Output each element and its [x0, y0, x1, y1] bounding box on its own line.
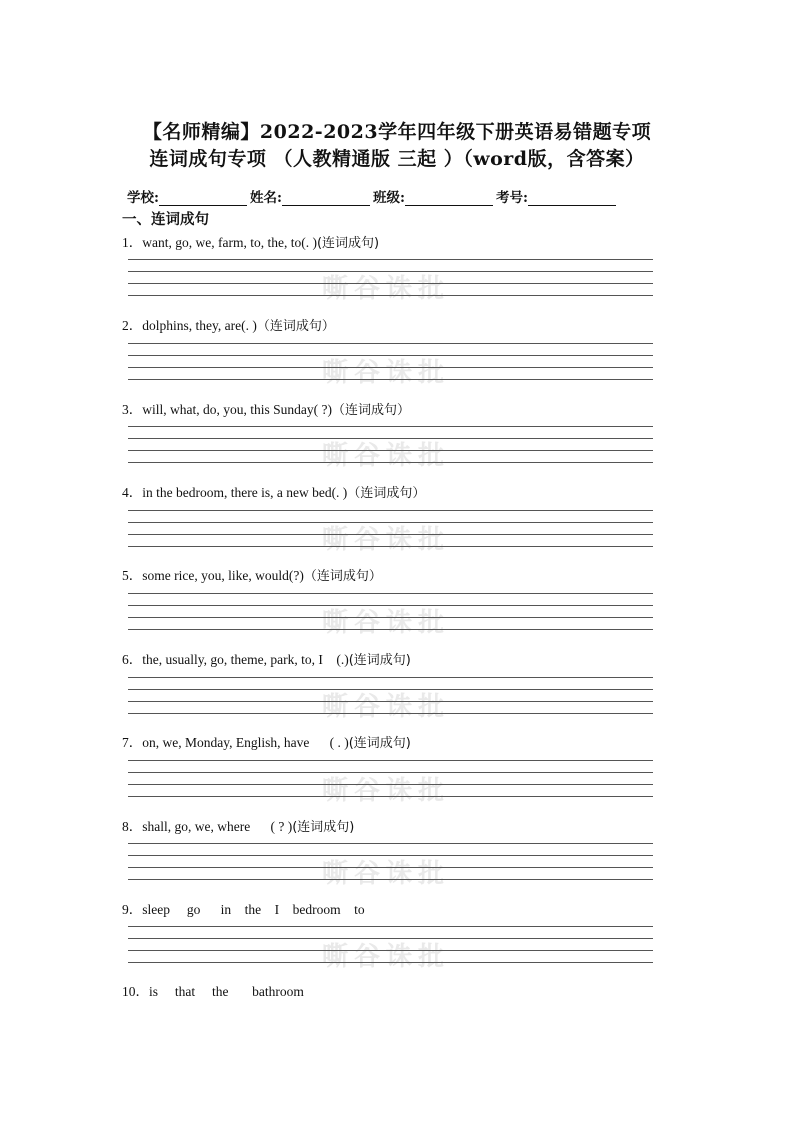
question-6 [122, 648, 411, 668]
answer-lines-5[interactable] [128, 593, 653, 641]
section-heading: 一、连词成句 [122, 212, 209, 228]
question-number: 2． [122, 318, 143, 333]
watermark: 嘶谷诛批 [322, 859, 451, 889]
question-4 [122, 481, 425, 501]
question-1 [122, 231, 379, 251]
class-label: 班级: [372, 190, 405, 206]
question-9 [122, 898, 365, 918]
answer-lines-6[interactable] [128, 677, 653, 725]
watermark: 嘶谷诛批 [322, 776, 451, 806]
name-field[interactable] [250, 186, 373, 206]
watermark: 嘶谷诛批 [322, 274, 451, 304]
question-number: 10． [122, 984, 149, 999]
answer-lines-3[interactable] [128, 426, 653, 474]
question-instruction: (连词成句) [348, 653, 411, 668]
question-instruction: （连词成句） [256, 319, 335, 334]
question-number: 3． [122, 402, 143, 417]
watermark: 嘶谷诛批 [322, 358, 451, 388]
question-7 [122, 731, 411, 751]
student-info-row [127, 186, 672, 206]
exam-number-label: 考号: [495, 190, 528, 206]
question-words: will, what, do, you, this Sunday( ?) [142, 402, 332, 417]
answer-lines-7[interactable] [128, 760, 653, 808]
question-number: 7． [122, 735, 143, 750]
watermark: 嘶谷诛批 [322, 608, 451, 638]
question-words: the, usually, go, theme, park, to, I (.) [142, 652, 349, 667]
question-words: sleep go in the I bedroom to [142, 902, 365, 917]
question-words: some rice, you, like, would(?) [142, 568, 304, 583]
watermark: 嘶谷诛批 [322, 692, 451, 722]
question-instruction: (连词成句) [292, 820, 355, 835]
school-field[interactable] [127, 186, 250, 206]
name-label: 姓名: [249, 190, 282, 206]
question-words: shall, go, we, where ( ? ) [142, 819, 293, 834]
watermark: 嘶谷诛批 [322, 441, 451, 471]
question-words: on, we, Monday, English, have ( . ) [142, 735, 349, 750]
watermark: 嘶谷诛批 [322, 942, 451, 972]
answer-lines-1[interactable] [128, 259, 653, 307]
question-number: 1． [122, 235, 143, 250]
question-number: 9． [122, 902, 143, 917]
question-3 [122, 398, 410, 418]
answer-lines-8[interactable] [128, 843, 653, 891]
document-title-line2: 连词成句专项 （人教精通版 三起 ）（word版，含答案） [149, 148, 645, 170]
class-field[interactable] [373, 186, 496, 206]
question-8 [122, 815, 354, 835]
question-words: is that the bathroom [149, 984, 304, 999]
class-blank[interactable] [405, 191, 493, 206]
document-title-line1: 【名师精编】2022-2023学年四年级下册英语易错题专项 [142, 121, 652, 143]
question-10 [122, 980, 304, 1000]
question-number: 6． [122, 652, 143, 667]
question-2 [122, 314, 335, 334]
question-words: dolphins, they, are(. ) [142, 318, 257, 333]
question-words: in the bedroom, there is, a new bed(. ) [142, 485, 348, 500]
answer-lines-9[interactable] [128, 926, 653, 974]
question-5 [122, 564, 382, 584]
question-instruction: （连词成句） [347, 486, 426, 501]
name-blank[interactable] [282, 191, 370, 206]
question-instruction: （连词成句） [331, 403, 410, 418]
school-label: 学校: [127, 190, 159, 206]
question-words: want, go, we, farm, to, the, to(. ) [142, 235, 317, 250]
question-instruction: (连词成句) [316, 236, 380, 251]
question-number: 4． [122, 485, 143, 500]
watermark: 嘶谷诛批 [322, 525, 451, 555]
answer-lines-4[interactable] [128, 510, 653, 558]
question-number: 8． [122, 819, 143, 834]
answer-lines-2[interactable] [128, 343, 653, 391]
school-blank[interactable] [159, 191, 247, 206]
question-instruction: (连词成句) [348, 736, 411, 751]
exam-number-field[interactable] [496, 186, 619, 206]
question-instruction: （连词成句） [303, 569, 382, 584]
question-number: 5． [122, 568, 143, 583]
exam-number-blank[interactable] [528, 191, 616, 206]
